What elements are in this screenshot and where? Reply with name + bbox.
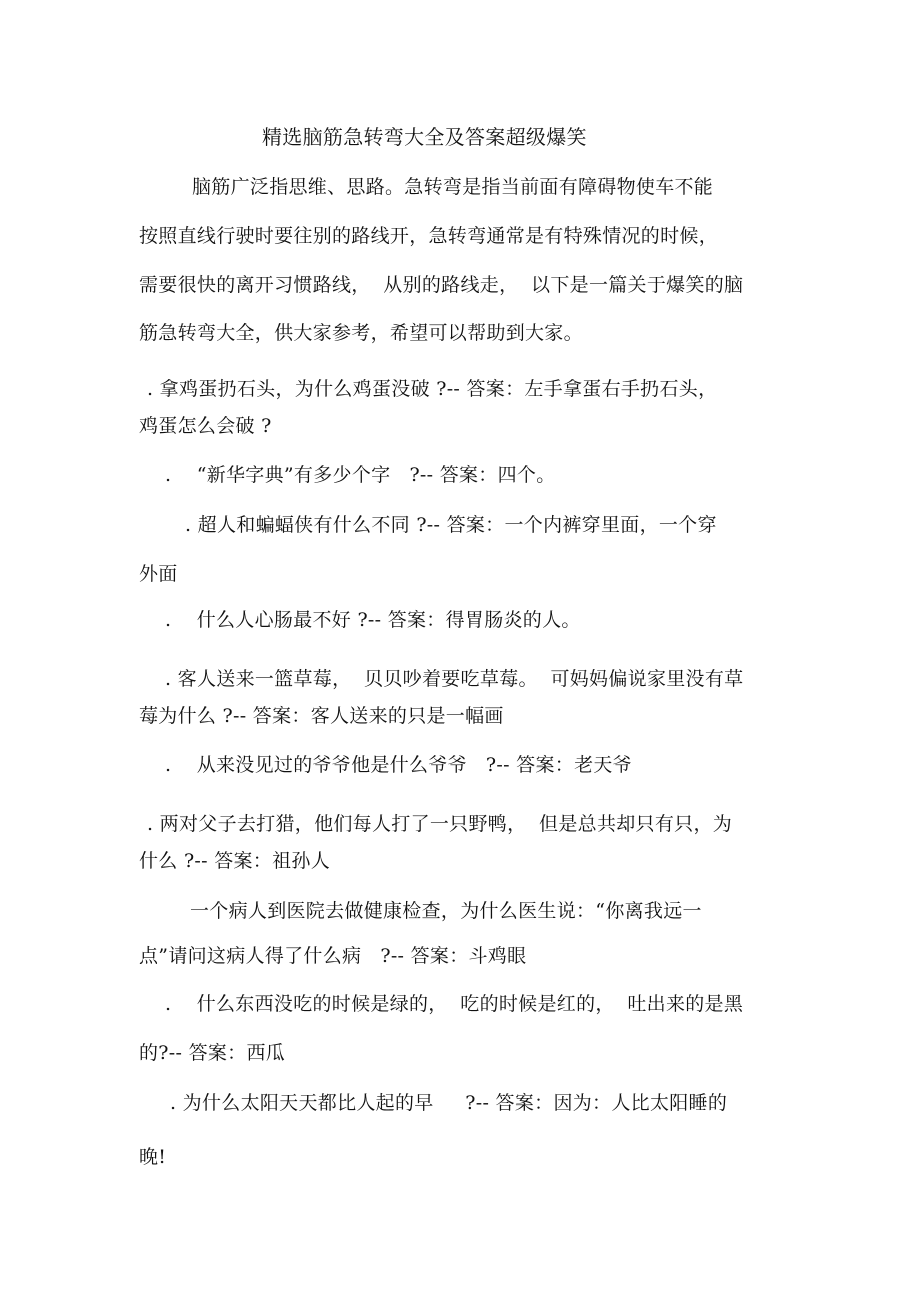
riddle-line: 外面 — [139, 563, 178, 585]
riddle-line: 的?-- 答案：西瓜 — [139, 1042, 286, 1064]
riddle-line: 莓为什么 ?-- 答案：客人送来的只是一幅画 — [139, 705, 504, 727]
riddle-line: 一个病人到医院去做健康检查，为什么医生说：“你离我远一 — [190, 900, 702, 922]
intro-line: 需要很快的离开习惯路线， 从别的路线走， 以下是一篇关于爆笑的脑 — [139, 274, 744, 296]
riddle-line: 什么 ?-- 答案：祖孙人 — [139, 850, 331, 872]
riddle-line: . “新华字典”有多少个字 ?-- 答案：四个。 — [165, 464, 556, 486]
riddle-line: . 超人和蝙蝠侠有什么不同 ?-- 答案：一个内裤穿里面，一个穿 — [185, 514, 717, 536]
riddle-line: 晚! — [139, 1146, 167, 1168]
intro-line: 筋急转弯大全，供大家参考，希望可以帮助到大家。 — [139, 322, 583, 344]
riddle-line: 鸡蛋怎么会破 ? — [139, 415, 272, 437]
riddle-line: . 客人送来一篮草莓， 贝贝吵着要吃草莓。 可妈妈偏说家里没有草 — [165, 668, 744, 690]
riddle-line: . 拿鸡蛋扔石头，为什么鸡蛋没破 ?-- 答案：左手拿蛋右手扔石头， — [147, 378, 718, 400]
riddle-line: 点”请问这病人得了什么病 ?-- 答案：斗鸡眼 — [139, 945, 527, 967]
document-title: 精选脑筋急转弯大全及答案超级爆笑 — [262, 125, 587, 149]
riddle-line: . 从来没见过的爷爷他是什么爷爷 ?-- 答案：老天爷 — [165, 754, 632, 776]
intro-line: 按照直线行驶时要往别的路线开，急转弯通常是有特殊情况的时候， — [139, 225, 719, 247]
intro-line: 脑筋广泛指思维、思路。急转弯是指当前面有障碍物使车不能 — [192, 176, 714, 198]
riddle-line: . 两对父子去打猎，他们每人打了一只野鸭， 但是总共却只有只，为 — [147, 813, 733, 835]
riddle-line: . 什么东西没吃的时候是绿的， 吃的时候是红的， 吐出来的是黑 — [165, 993, 744, 1015]
riddle-line: . 为什么太阳天天都比人起的早 ?-- 答案：因为：人比太阳睡的 — [170, 1092, 728, 1114]
riddle-line: . 什么人心肠最不好 ?-- 答案：得胃肠炎的人。 — [165, 609, 581, 631]
